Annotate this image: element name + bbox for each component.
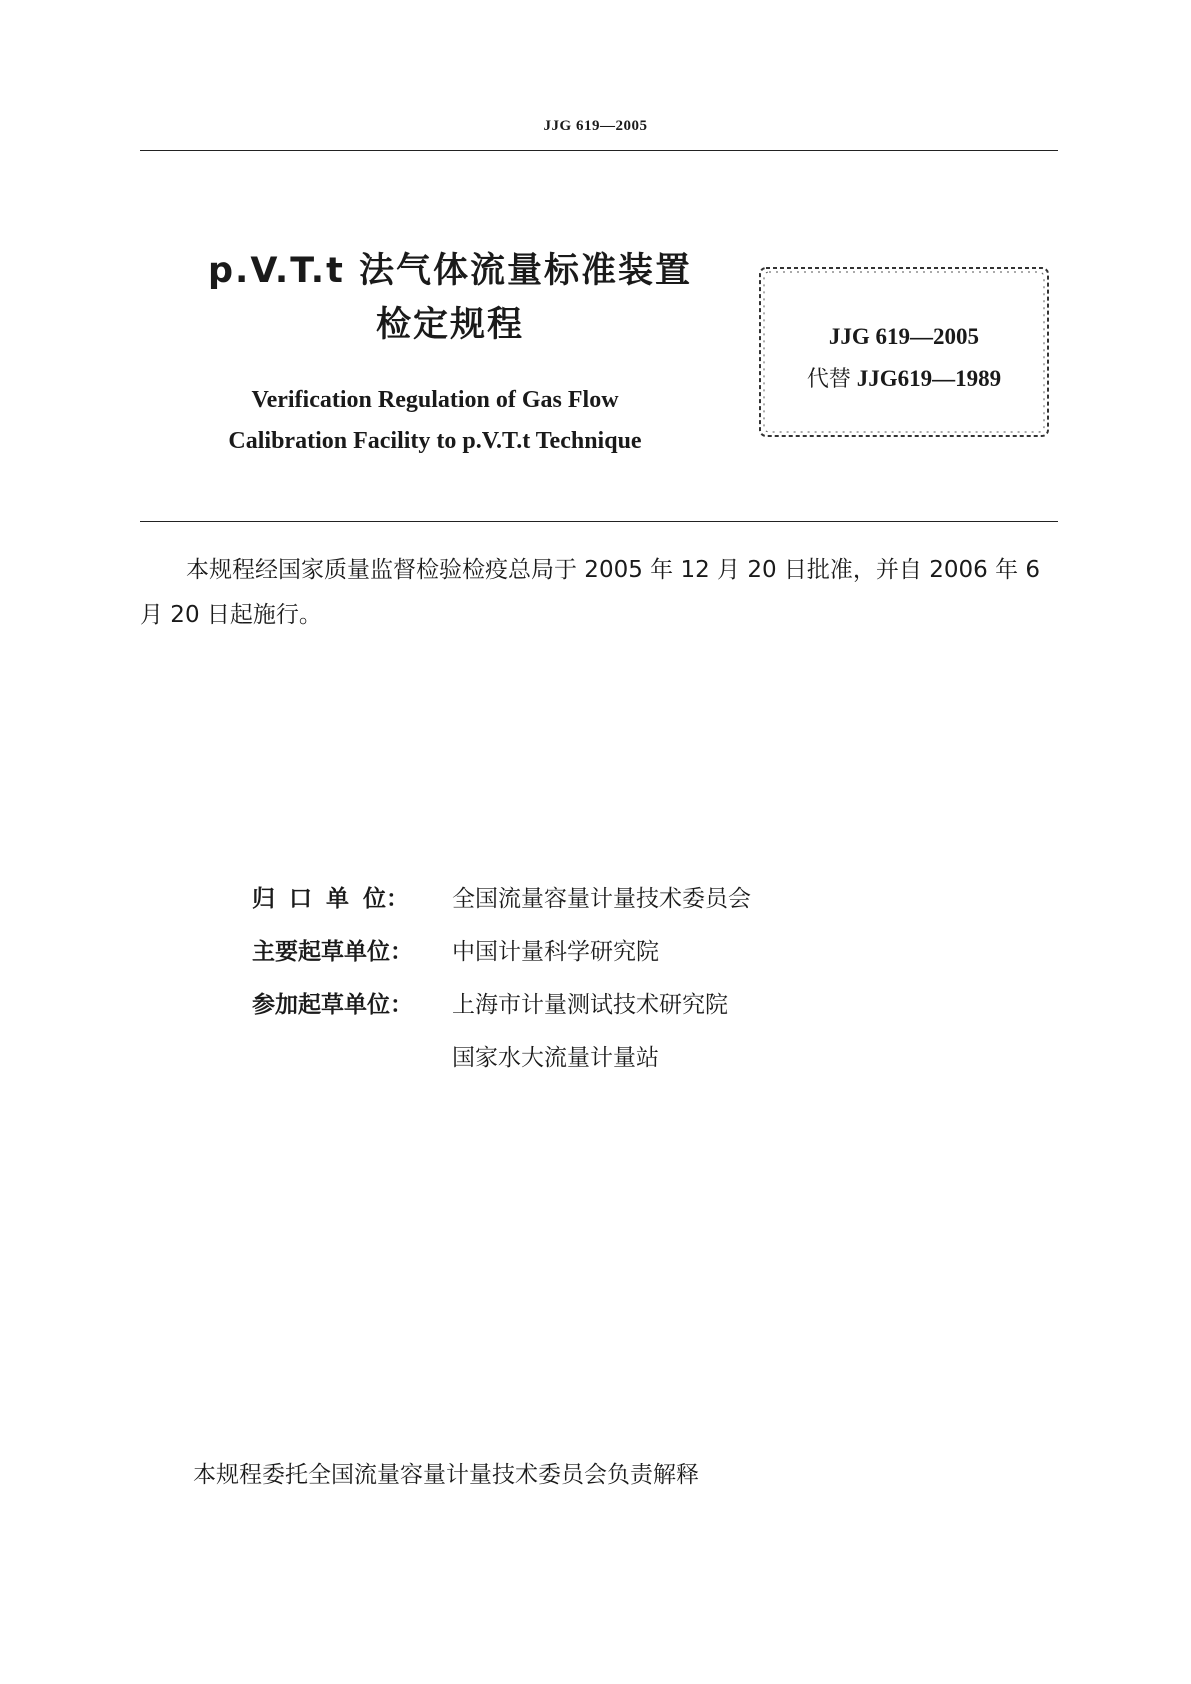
participating-drafter-value-2: 国家水大流量计量站 xyxy=(452,1045,659,1071)
title-separator-rule xyxy=(140,521,1058,522)
responsible-unit-value: 全国流量容量计量技术委员会 xyxy=(452,886,751,912)
title-chinese xyxy=(140,244,760,352)
approval-statement: 本规程经国家质量监督检验检疫总局于 2005 年 12 月 20 日批准，并自 2006 年 6 月 20 日起施行。 xyxy=(140,557,1041,628)
standard-code-box xyxy=(756,264,1052,440)
participating-drafter-label: 参加起草单位： xyxy=(252,992,413,1018)
main-drafter-label: 主要起草单位： xyxy=(252,939,413,965)
participating-drafter-row xyxy=(252,979,952,1032)
title-english-line-1: Verification Regulation of Gas Flow xyxy=(251,387,619,413)
responsible-unit-label: 归 口 单 位： xyxy=(252,886,409,912)
interpretation-statement: 本规程委托全国流量容量计量技术委员会负责解释 xyxy=(193,1462,699,1488)
participating-drafter-row-2 xyxy=(252,1032,952,1085)
main-drafter-row xyxy=(252,926,952,979)
title-chinese-line-1: p.V.T.t 法气体流量标准装置 xyxy=(208,251,692,291)
replaces-label: 代替 xyxy=(806,367,851,392)
main-drafter-value: 中国计量科学研究院 xyxy=(452,939,659,965)
responsible-unit-row xyxy=(252,873,952,926)
title-english-line-2: Calibration Facility to p.V.T.t Technique xyxy=(228,428,642,454)
title-chinese-line-2: 检定规程 xyxy=(375,305,524,345)
title-english xyxy=(150,380,720,462)
standard-code: JJG 619—2005 xyxy=(828,324,980,349)
replaced-standard-code: JJG619—1989 xyxy=(856,366,1002,391)
participating-drafter-value-1: 上海市计量测试技术研究院 xyxy=(452,992,728,1018)
header-rule xyxy=(140,150,1058,151)
drafting-organizations xyxy=(252,873,952,1085)
page-header-code: JJG 619—2005 xyxy=(543,118,648,134)
